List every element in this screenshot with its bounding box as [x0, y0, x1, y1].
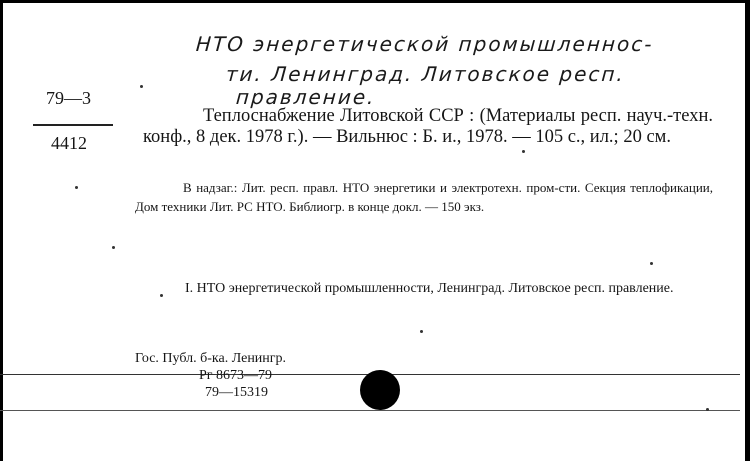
handwritten-heading-line-3: правление.	[235, 85, 377, 109]
library-name: Гос. Публ. б-ка. Ленингр.	[135, 351, 287, 366]
card-top-border	[0, 0, 750, 3]
main-entry-text: Теплоснабжение Литовской ССР : (Материалы респ. науч.-техн. конф., 8 дек. 1978 г.). — Вильнюс : Б. и., 1978. — 105 с., ил.; 20 см.	[143, 106, 713, 147]
library-imprint	[135, 350, 286, 401]
call-number-top: 79—3	[46, 88, 91, 108]
notes-block	[135, 178, 713, 216]
call-number-bottom: 4412	[51, 133, 87, 153]
card-rule-lower	[0, 410, 740, 411]
handwritten-heading-line-2: ти. Ленинград. Литовское респ.	[225, 62, 626, 86]
ink-speck	[706, 408, 709, 411]
added-entry-block	[135, 279, 713, 298]
bibliographic-description	[143, 106, 713, 148]
ink-blot	[360, 370, 400, 410]
ink-speck	[112, 246, 115, 249]
ink-speck	[650, 262, 653, 265]
call-number-divider	[33, 124, 113, 126]
card-number: 79—15319	[205, 385, 268, 400]
registration-number: Рг 8673—79	[199, 368, 273, 383]
ink-speck	[522, 150, 525, 153]
added-entry-text: I. НТО энергетической промышленности, Ленинград. Литовское респ. правление.	[185, 281, 674, 296]
ink-speck	[160, 294, 163, 297]
handwritten-heading-line-1: НТО энергетической промышленнос-	[195, 32, 655, 56]
card-right-border	[745, 0, 750, 461]
card-left-border	[0, 0, 3, 461]
ink-speck	[420, 330, 423, 333]
ink-speck	[140, 85, 143, 88]
note-text: В надзаг.: Лит. респ. правл. НТО энергетики и электротехн. пром-сти. Секция теплофикации, Дом техники Лит. РС НТО. Библиогр. в конце докл. — 150 экз.	[135, 180, 713, 214]
ink-speck	[75, 186, 78, 189]
